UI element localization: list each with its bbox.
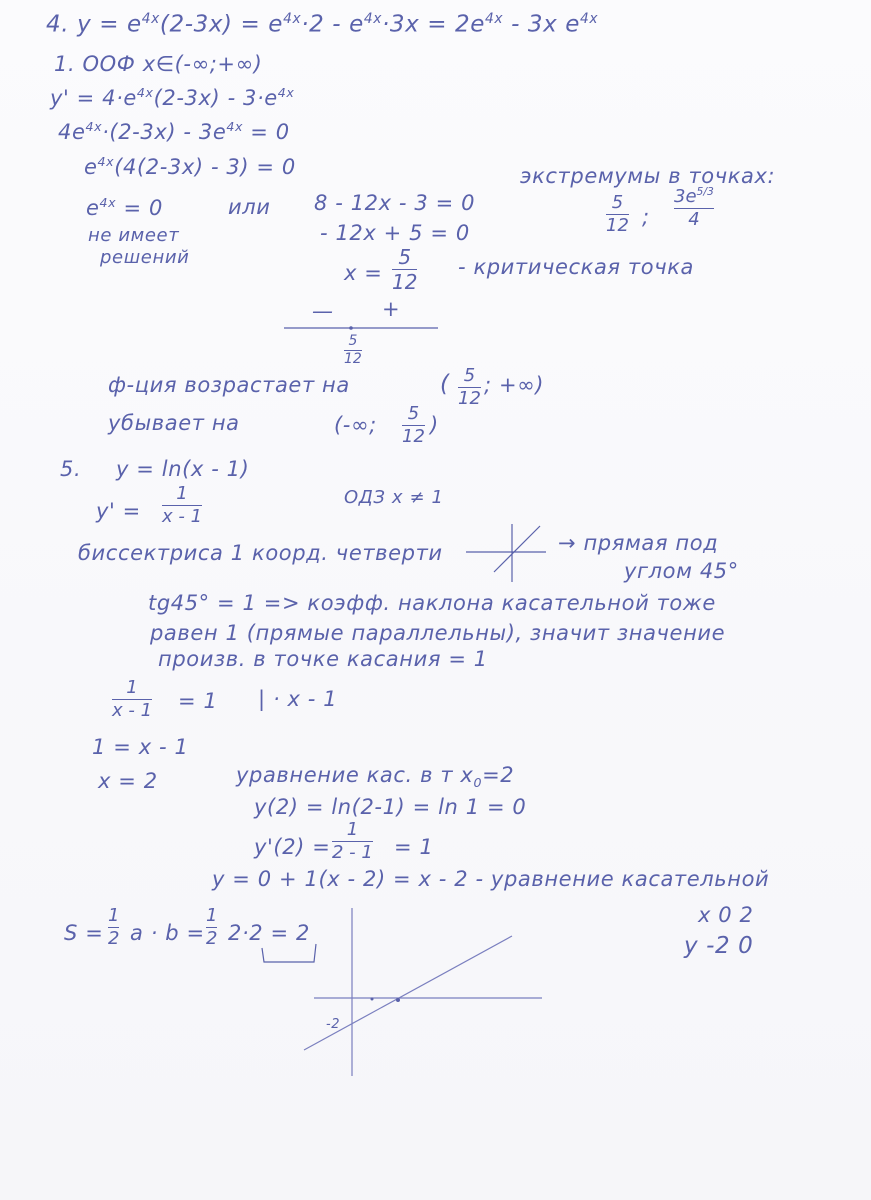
- equation-part: e: [86, 196, 100, 220]
- problem-number: 4.: [46, 11, 70, 38]
- decreasing-label: убывает на: [108, 411, 240, 435]
- title-part: уравнение кас. в т x: [236, 763, 474, 787]
- denominator: 2: [206, 927, 218, 949]
- denominator: 2: [108, 927, 120, 949]
- numerator: 5: [348, 333, 358, 349]
- equation-multiply: | · x - 1: [258, 687, 338, 711]
- exponent: 4x: [226, 119, 244, 134]
- equation-part: ·(2-3x) - 3e: [102, 120, 227, 144]
- exponent: 4x: [363, 11, 382, 27]
- derivative-part: y' = 4·e: [50, 86, 137, 110]
- numerator: 5: [463, 365, 476, 386]
- equation-part: 4e: [58, 120, 86, 144]
- decreasing-close: ): [430, 413, 439, 437]
- numerator: 1: [108, 905, 120, 926]
- denominator: 12: [402, 425, 425, 447]
- numerator: 5: [398, 245, 412, 269]
- y-prime-at-2-lhs: y'(2) =: [254, 835, 331, 859]
- denominator: 12: [458, 387, 481, 409]
- values-table-y: y -2 0: [684, 933, 754, 959]
- statement-part: - 3x e: [503, 11, 581, 38]
- denominator: 4: [688, 208, 700, 230]
- denominator: 12: [344, 351, 362, 368]
- problem-5-function: y = ln(x - 1): [116, 457, 250, 481]
- equation-part: = 0: [116, 196, 163, 220]
- equation-part: e: [84, 155, 98, 179]
- line-note-2: углом 45°: [624, 559, 739, 583]
- values-table-x: x 0 2: [698, 903, 754, 927]
- denominator: x - 1: [162, 505, 203, 527]
- increasing-label: ф-ция возрастает на: [108, 373, 350, 397]
- numerator: 1: [206, 905, 218, 926]
- line-note-1: → прямая под: [558, 531, 719, 555]
- numerator: 1: [176, 483, 188, 504]
- area-result: 2·2 = 2: [228, 921, 310, 945]
- exponent: 4x: [85, 119, 103, 134]
- graph-y-label: -2: [326, 1017, 341, 1032]
- solve-step-1: 1 = x - 1: [92, 735, 189, 759]
- critical-point-dot: [349, 326, 353, 330]
- exponent: 4x: [97, 154, 115, 169]
- linear-equation-2: - 12x + 5 = 0: [320, 221, 470, 245]
- equation-part: = 0: [243, 120, 290, 144]
- answer-bracket: [262, 944, 316, 962]
- increasing-open: (: [440, 371, 450, 397]
- title-part: =2: [482, 763, 515, 787]
- or-word: или: [228, 195, 271, 219]
- exponent: 4x: [99, 195, 117, 210]
- denominator: 2 - 1: [332, 841, 373, 863]
- numerator: 3e: [674, 186, 697, 207]
- exponent: 4x: [141, 11, 160, 27]
- tangent-line-equation: y = 0 + 1(x - 2) = x - 2 - уравнение касательной: [212, 867, 770, 891]
- area-mid: a · b =: [130, 921, 205, 945]
- numerator: 5: [611, 192, 624, 213]
- derivative-part: (2-3x) - 3·e: [153, 86, 278, 110]
- exponent: 4x: [580, 11, 599, 27]
- exponent: 4x: [485, 11, 504, 27]
- numerator: 5: [407, 403, 420, 424]
- increasing-close: ; +∞): [484, 373, 545, 397]
- exponent: 4x: [283, 11, 302, 27]
- statement-part: ·3x = 2e: [382, 11, 486, 38]
- tangent-slope-line-3: произв. в точке касания = 1: [158, 647, 488, 671]
- numerator: 1: [126, 677, 138, 698]
- equation-part: (4(2-3x) - 3) = 0: [114, 155, 296, 179]
- statement-part: ·2 - e: [301, 11, 364, 38]
- solve-step-2: x = 2: [98, 769, 158, 793]
- domain-line: 1. ООФ x∈(-∞;+∞): [54, 52, 263, 76]
- y-prime-at-2-rhs: = 1: [394, 835, 434, 859]
- exponent: 4x: [277, 85, 295, 100]
- no-solutions-1: не имеет: [88, 225, 180, 246]
- numerator: 1: [346, 819, 359, 840]
- linear-equation-1: 8 - 12x - 3 = 0: [314, 191, 476, 215]
- statement-part: (2-3x) = e: [159, 11, 284, 38]
- sign-minus: —: [312, 299, 334, 323]
- problem-5-number: 5.: [60, 457, 82, 481]
- area-lhs: S =: [64, 921, 104, 945]
- tangent-slope-line-1: tg45° = 1 => коэфф. наклона касательной тоже: [148, 591, 716, 615]
- statement-part: y = e: [77, 11, 142, 38]
- tangent-slope-line-2: равен 1 (прямые параллельны), значит значение: [150, 621, 726, 645]
- no-solutions-2: решений: [100, 247, 190, 268]
- exponent: 5/3: [696, 185, 714, 198]
- sign-plus: +: [382, 297, 401, 321]
- exponent: 4x: [136, 85, 154, 100]
- y-at-2: y(2) = ln(2-1) = ln 1 = 0: [254, 795, 527, 819]
- equation-rhs: = 1: [178, 689, 218, 713]
- denominator: x - 1: [112, 699, 153, 721]
- denominator: 12: [392, 270, 418, 294]
- bisector-text: биссектриса 1 коорд. четверти: [78, 541, 443, 565]
- bisector-line: [494, 526, 540, 572]
- domain-condition: ОДЗ x ≠ 1: [344, 487, 444, 508]
- x-equals: x =: [344, 261, 383, 285]
- critical-point-note: - критическая точка: [458, 255, 694, 279]
- decreasing-open: (-∞;: [334, 413, 377, 437]
- p5-derivative-lhs: y' =: [96, 499, 141, 523]
- extrema-separator: ;: [642, 205, 650, 229]
- denominator: 12: [606, 214, 629, 236]
- subscript: 0: [473, 775, 483, 791]
- extrema-title: экстремумы в точках:: [520, 164, 776, 188]
